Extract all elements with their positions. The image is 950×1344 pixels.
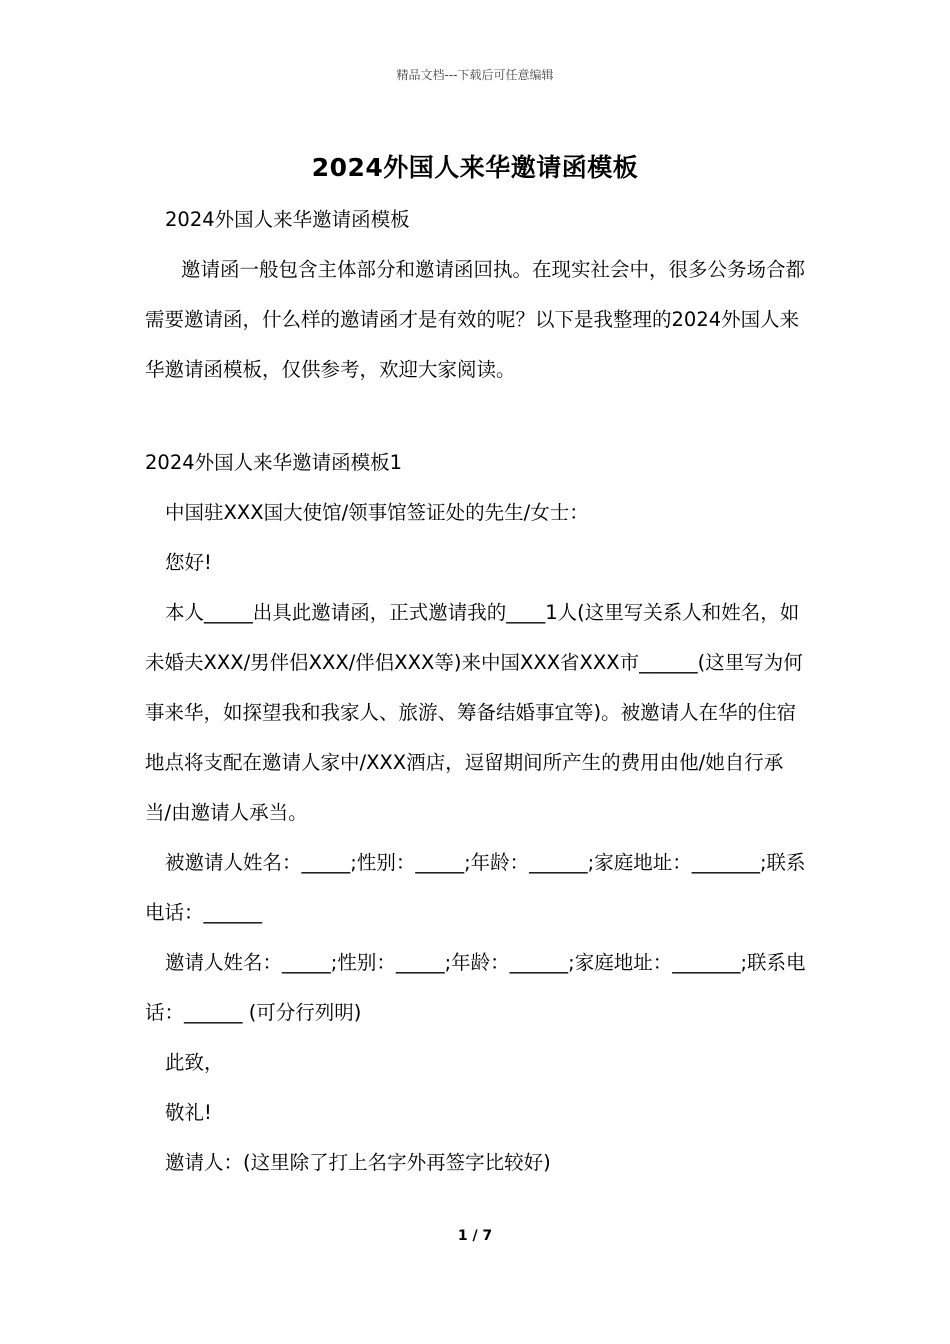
intro-paragraph: 邀请函一般包含主体部分和邀请函回执。在现实社会中，很多公务场合都需要邀请函，什么样的邀请函才是有效的呢？以下是我整理的2024外国人来华邀请函模板，仅供参考，欢迎大家阅读。 <box>145 258 806 381</box>
signature-line: 邀请人：(这里除了打上名字外再签字比较好) <box>165 1151 551 1174</box>
body-paragraph: 本人_____出具此邀请函，正式邀请我的____1人(这里写关系人和姓名，如未婚夫XXX/男伴侣XXX/伴侣XXX等)来中国XXX省XXX市______(这里写为何事来华，如探望我和我家人、旅游、筹备结婚事宜等)。被邀请人在华的住宿地点将支配在邀请人家中/XXX酒店，逗留期间所产生的费用由他/她自行承当/由邀请人承当。 <box>145 601 803 824</box>
paragraph-gap <box>145 395 808 438</box>
greeting-line: 您好! <box>165 551 212 574</box>
page-number: 1 / 7 <box>457 1228 493 1244</box>
closing-line-2: 敬礼! <box>165 1101 212 1124</box>
closing-line-1: 此致， <box>165 1051 224 1074</box>
section-heading: 2024外国人来华邀请函模板1 <box>145 451 403 474</box>
document-body <box>145 195 808 1188</box>
document-subtitle: 2024外国人来华邀请函模板 <box>165 208 410 231</box>
header-note: 精品文档---下载后可任意编辑 <box>396 68 554 82</box>
invitee-info: 被邀请人姓名：_____;性别：_____;年龄：______;家庭地址：_______;联系电话：______ <box>145 851 806 924</box>
addressee-line: 中国驻XXX国大使馆/领事馆签证处的先生/女士： <box>165 501 589 524</box>
inviter-info: 邀请人姓名：_____;性别：_____;年龄：______;家庭地址：_______;联系电话：______ (可分行列明) <box>145 951 806 1024</box>
document-title: 2024外国人来华邀请函模板 <box>311 153 639 182</box>
